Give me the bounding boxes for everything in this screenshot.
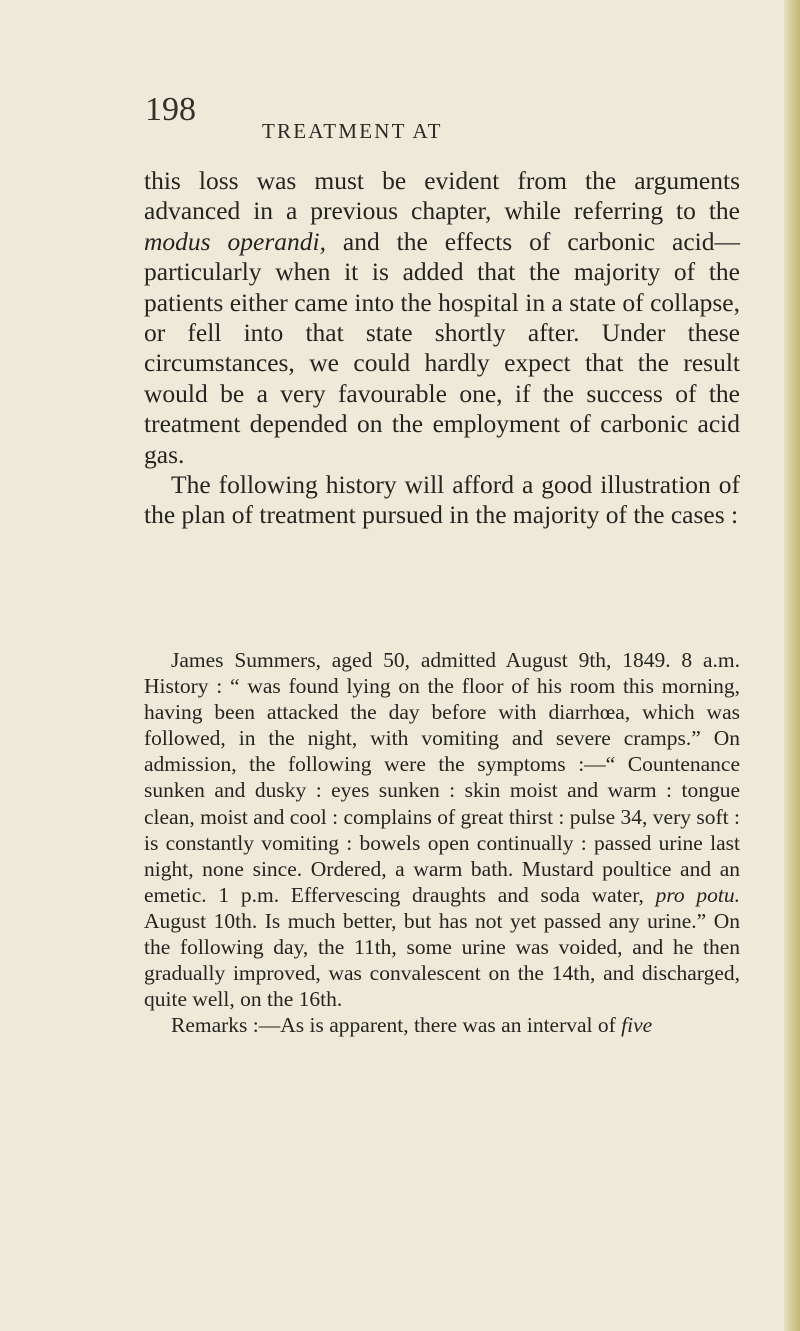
page-edge-shading: [784, 0, 800, 1331]
italic-phrase: pro potu.: [655, 882, 740, 907]
remarks-paragraph: [144, 1012, 740, 1038]
case-text: James Summers, aged 50, admitted August 9th, 1849. 8 a.m. History : “ was found lying on the floor of his room this morning, having been attacked the day before with diarrhœa, which was followed, in the night, with vomiting and severe cramps.” On admission, the following were the symptoms :—“ Countenance sunken and dusky : eyes sunken : skin moist and warm : tongue clean, moist and cool : complains of great thirst : pulse 34, very soft : is constantly vomiting : bowels open continually : passed urine last night, none since. Ordered, a warm bath. Mustard poultice and an emetic. 1 p.m. Effervescing draughts and soda water,: [144, 648, 740, 907]
case-history-paragraph: [144, 647, 740, 1012]
paragraph-text: and the effects of carbonic acid—particularly when it is added that the majority of the patients either came into the hospital in a state of collapse, or fell into that state shortly after. Under these circumstances, we could hardly expect that the result would be a very favourable one, if the success of the treatment depended on the employment of carbonic acid gas.: [144, 226, 741, 469]
page-number: 198: [145, 91, 196, 128]
case-history-block: [144, 647, 740, 1038]
running-title: TREATMENT AT: [262, 119, 443, 143]
paragraph-following-history: The following history will afford a good illustration of the plan of treatment pursued in the majority of the cases :: [144, 470, 740, 530]
main-text-block: [144, 166, 740, 531]
paragraph-text: this loss was must be evident from the arguments advanced in a previous chapter, while referring to the: [144, 166, 740, 226]
case-text: August 10th. Is much better, but has not yet passed any urine.” On the following day, the 11th, some urine was voided, and he then gradually improved, was convalescent on the 14th, and discharged, quite well, on the 16th.: [144, 908, 740, 1012]
italic-word: five: [621, 1013, 653, 1038]
remarks-text: Remarks :—As is apparent, there was an interval of: [171, 1013, 622, 1038]
paragraph-loss-argument: [144, 166, 740, 470]
italic-phrase: modus operandi,: [144, 226, 326, 256]
